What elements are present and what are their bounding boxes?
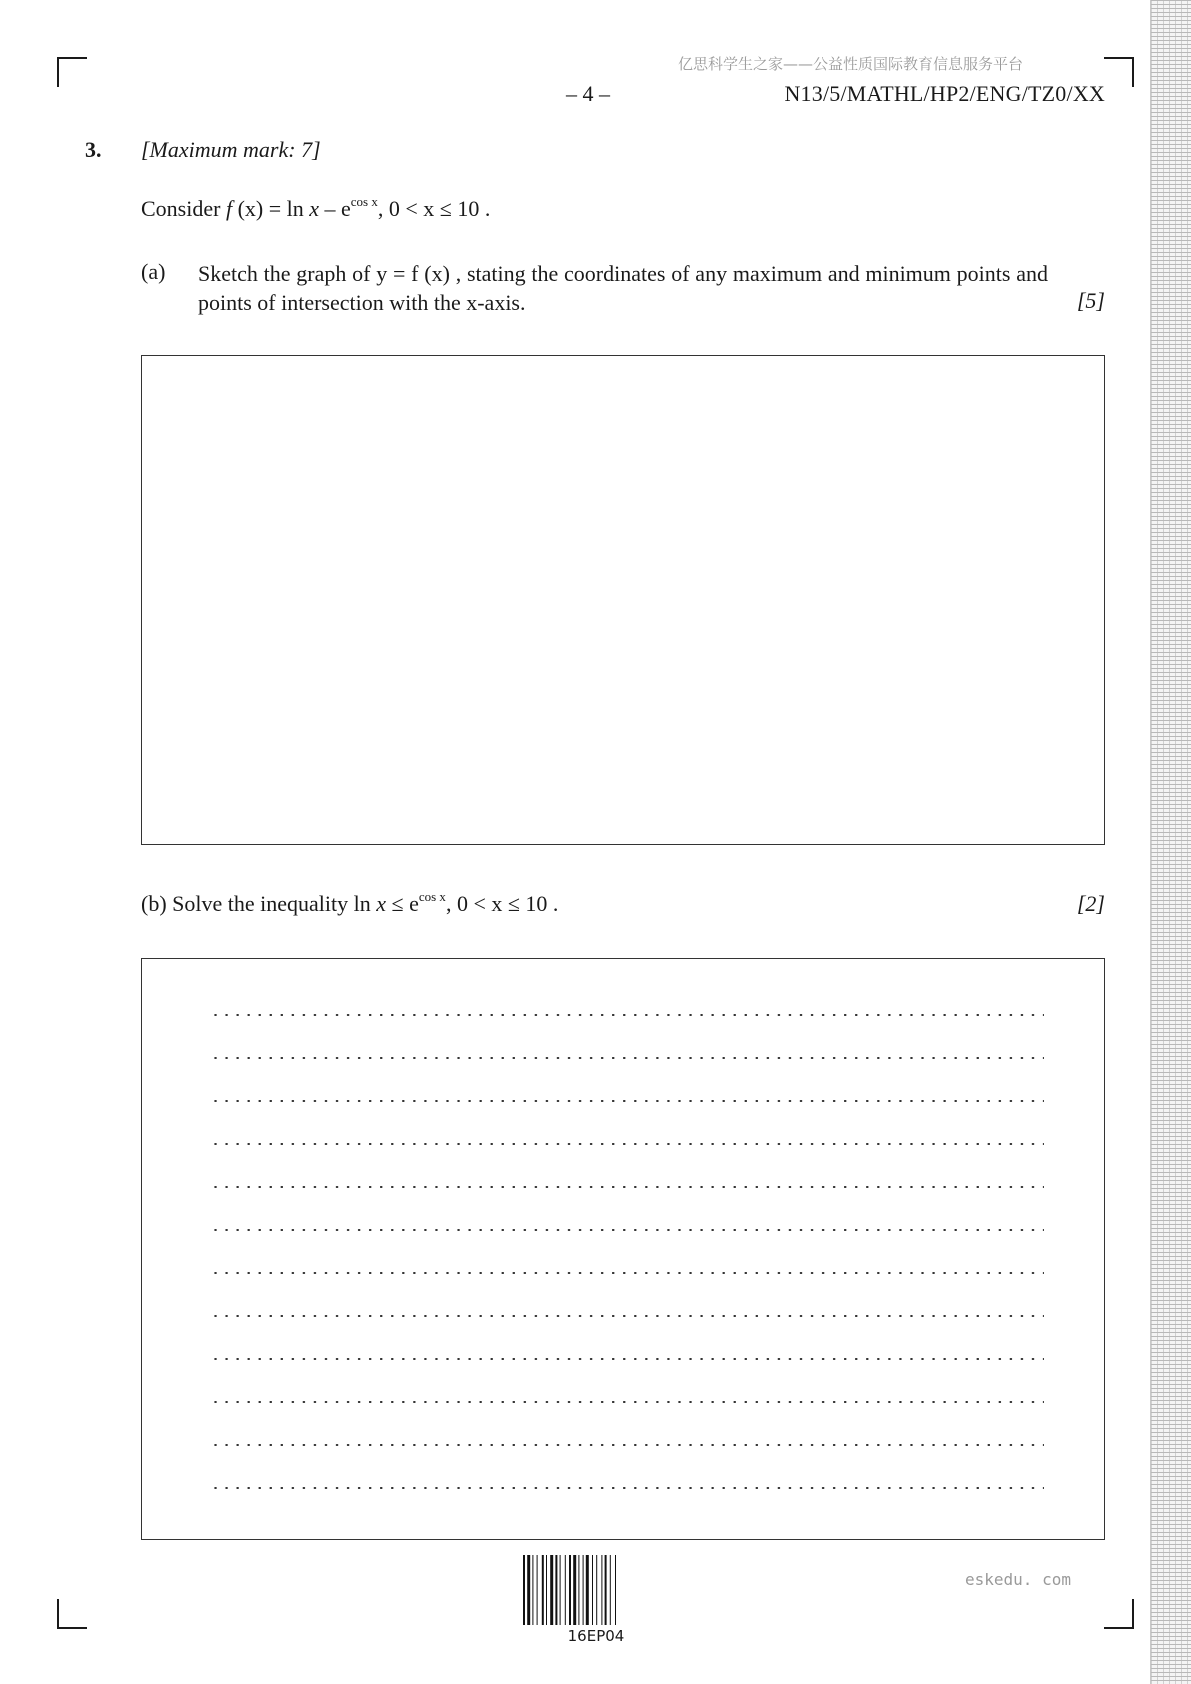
variable-x: x (309, 196, 320, 221)
minus-e: – e (319, 196, 351, 221)
barcode-text: 16EP04 (567, 1627, 625, 1645)
sketch-answer-box[interactable] (141, 355, 1105, 845)
domain: , 0 < x ≤ 10 . (377, 196, 491, 221)
answer-line[interactable] (210, 1358, 1044, 1360)
part-b-prefix: (b) Solve the inequality ln (141, 891, 377, 916)
page-number: – 4 – (566, 81, 610, 106)
crop-mark-top-right (1104, 57, 1134, 87)
answer-line[interactable] (210, 1229, 1044, 1231)
function-name: f (225, 196, 233, 221)
answer-line[interactable] (210, 1100, 1044, 1102)
exponent: cos x (350, 194, 378, 209)
part-b-domain: , 0 < x ≤ 10 . (445, 891, 559, 916)
answer-line[interactable] (210, 1444, 1044, 1446)
answer-line[interactable] (210, 1315, 1044, 1317)
paper-code: N13/5/MATHL/HP2/ENG/TZ0/XX (784, 81, 1105, 106)
part-b-variable-x: x (376, 891, 386, 916)
consider-prefix: Consider (141, 196, 226, 221)
part-a-label: (a) (141, 259, 166, 284)
answer-line[interactable] (210, 1014, 1044, 1016)
maximum-mark: [Maximum mark: 7] (141, 137, 321, 162)
question-number: 3. (85, 137, 102, 162)
question-statement (141, 196, 490, 222)
crop-mark-bottom-left (57, 1599, 87, 1629)
crop-mark-top-left (57, 57, 87, 87)
barcode (523, 1555, 669, 1625)
function-definition: (x) = ln (232, 196, 310, 221)
page-margin-strip (1150, 0, 1191, 1684)
answer-line[interactable] (210, 1143, 1044, 1145)
answer-line[interactable] (210, 1057, 1044, 1059)
written-answer-box[interactable] (141, 958, 1105, 1540)
crop-mark-bottom-right (1104, 1599, 1134, 1629)
part-a-text: Sketch the graph of y = f (x) , stating the coordinates of any maximum and minimum points and points of intersection with the x-axis. (198, 261, 1048, 315)
part-b-mark: [2] (1076, 891, 1105, 916)
answer-line[interactable] (210, 1272, 1044, 1274)
part-a-mark: [5] (1076, 288, 1105, 313)
answer-line[interactable] (210, 1401, 1044, 1403)
footer-watermark: eskedu. com (965, 1570, 1071, 1589)
part-b-exponent: cos x (418, 889, 446, 904)
header-watermark: 亿思科学生之家——公益性质国际教育信息服务平台 (678, 55, 1024, 73)
answer-line[interactable] (210, 1186, 1044, 1188)
part-b-le-e: ≤ e (386, 891, 419, 916)
answer-line[interactable] (210, 1487, 1044, 1489)
part-b-text (141, 891, 558, 917)
